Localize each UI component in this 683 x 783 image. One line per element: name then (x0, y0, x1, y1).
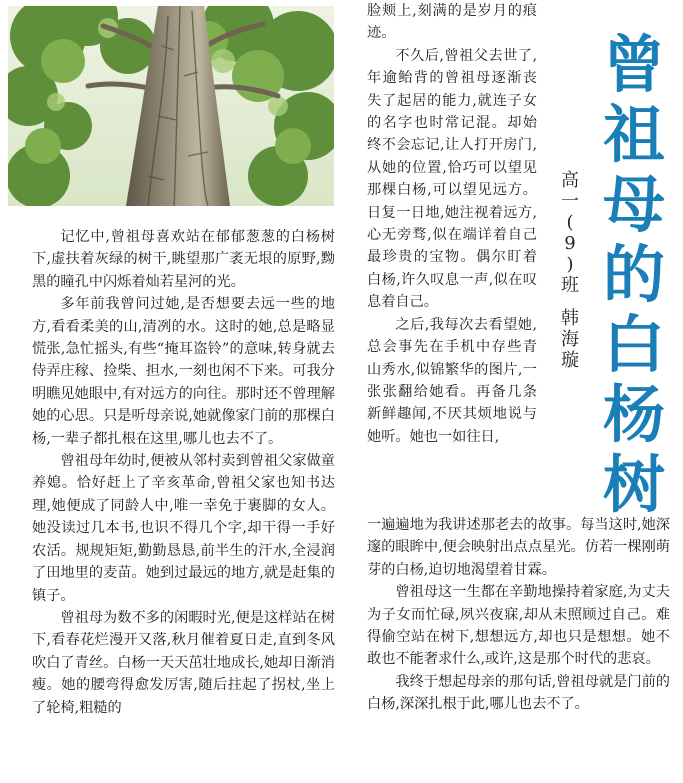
paragraph-2: 多年前我曾问过她,是否想要去远一些的地方,看看柔美的山,清冽的水。这时的她,总是略显慌张,急忙摇头,有些“掩耳盗铃”的意味,转身就去侍弄庄稼、捡柴、担水,一刻也闲不下来。可我分明瞧见她眼中,有对远方的向往。那时还不曾理解她的心思。只是听母亲说,她就像家门前的那棵白杨,一辈子都扎根在这里,哪儿也去不了。 (32, 296, 335, 447)
paragraph-4-continued: 脸颊上,刻满的是岁月的痕迹。 (367, 3, 537, 42)
poplar-tree-illustration (8, 6, 334, 206)
paragraph-5: 不久后,曾祖父去世了,年逾鲐背的曾祖母逐渐丧失了起居的能力,就连子女的名字也时常记混。却始终不会忘记,让人打开房门,从她的位置,恰巧可以望见那棵白杨,可以望见远方。日复一日地,她注视着远方,心无旁骛,似在端详着自己最珍贵的宝物。偶尔盯着白杨,许久叹息一声,似在叹息着自己。 (367, 47, 537, 311)
article-column-left (32, 226, 335, 719)
byline-name-char-1: 海 (561, 329, 579, 350)
author-byline (558, 170, 582, 371)
paragraph-8: 我终于想起母亲的那句话,曾祖母就是门前的白杨,深深扎根于此,哪儿也去不了。 (367, 673, 670, 713)
byline-name-char-0: 韩 (561, 308, 579, 329)
title-char-6: 树 (602, 448, 665, 521)
author-class (561, 170, 579, 296)
article-column-middle (367, 0, 537, 448)
byline-class-char-1: 一 (561, 191, 579, 212)
byline-class-char-4: ) (566, 254, 574, 275)
title-char-2: 母 (602, 168, 665, 241)
byline-class-char-0: 高 (561, 170, 579, 191)
paragraph-3: 曾祖母年幼时,便被从邻村卖到曾祖父家做童养媳。恰好赶上了辛亥革命,曾祖父家也知书达理,她便成了同龄人中,唯一幸免于裹脚的女人。她没读过几本书,也识不得几个字,却干得一手好农活。规规矩矩,勤勤恳恳,前半生的汗水,全浸润了田地里的麦苗。她到过最远的地方,就是赶集的镇子。 (32, 453, 335, 604)
article-title (598, 30, 670, 520)
title-char-0: 曾 (602, 28, 665, 101)
paragraph-6-continued: 一遍遍地为我讲述那老去的故事。每当这时,她深邃的眼眸中,便会映射出点点星光。仿若一棵刚萌芽的白杨,迫切地渴望着甘霖。 (367, 517, 670, 578)
title-char-1: 祖 (602, 98, 665, 171)
paragraph-4: 曾祖母为数不多的闲暇时光,便是这样站在树下,看春花烂漫开又落,秋月催着夏日走,直到冬风吹白了青丝。白杨一天天茁壮地成长,她却日渐消瘦。她的腰弯得愈发厉害,随后拄起了拐杖,坐上了轮椅,粗糙的 (32, 609, 335, 716)
paragraph-1: 记忆中,曾祖母喜欢站在郁郁葱葱的白杨树下,虚扶着灰绿的树干,眺望那广袤无垠的原野,黝黑的瞳孔中闪烁着灿若星河的光。 (32, 229, 335, 290)
byline-class-char-2: ( (566, 212, 574, 233)
poplar-tree-photo (8, 6, 334, 206)
title-char-5: 杨 (602, 378, 665, 451)
byline-class-char-3: 9 (564, 233, 576, 254)
title-char-3: 的 (602, 238, 665, 311)
paragraph-6: 之后,我每次去看望她,总会事先在手机中存些青山秀水,似锦繁华的图片,一张张翻给她看。再备几条新鲜趣闻,不厌其烦地说与她听。她也一如往日, (367, 316, 537, 445)
byline-class-char-5: 班 (561, 275, 579, 296)
author-name (561, 308, 579, 371)
title-char-4: 白 (602, 308, 665, 381)
byline-name-char-2: 璇 (561, 350, 579, 371)
article-column-bottom-right (367, 514, 670, 716)
paragraph-7: 曾祖母这一生都在辛勤地操持着家庭,为丈夫为子女而忙碌,夙兴夜寐,却从未照顾过自己。难得偷空站在树下,想想远方,却也只是想想。她不敢也不能奢求什么,或许,这是那个时代的悲哀。 (367, 584, 670, 668)
